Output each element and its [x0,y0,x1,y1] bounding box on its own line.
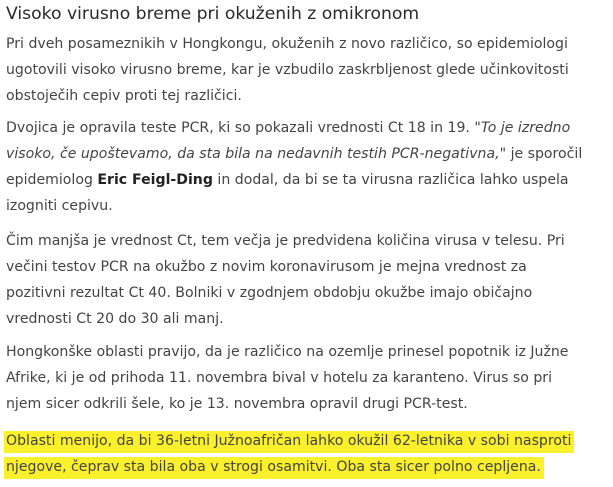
highlighted-line [6,428,574,454]
paragraph-pcr-tests [6,115,582,219]
paragraph-line: večini testov PCR na okužbo z novim koronavirusom je mejna vrednost za [6,259,527,275]
paragraph-text: Dvojica je opravila teste PCR, ki so pokazali vrednosti Ct 18 in 19. [6,120,475,136]
paragraph-line: Čim manjša je vrednost Ct, tem večja je predvidena količina virusa v telesu. Pri [6,233,565,249]
paragraph-line: Pri dveh posameznikih v Hongkongu, okuženih z novo različico, so epidemiologi [6,36,568,52]
paragraph-line: ugotovili visoko virusno breme, kar je vzbudilo zaskrbljenost glede učinkovitosti [6,62,569,78]
paragraph-line: Hongkonške oblasti pravijo, da je različico na ozemlje prinesel popotnik iz Južne [6,344,569,360]
paragraph-text: je sporočil [506,146,583,162]
paragraph-line: vrednosti Ct 20 do 30 ali manj. [6,311,224,327]
paragraph-line: pozitivni rezultat Ct 40. Bolniki v zgodnjem obdobju okužbe imajo običajno [6,285,533,301]
paragraph-line: izogniti cepivu. [6,198,113,214]
paragraph-text: in dodal, da bi se ta virusna različica lahko uspela [212,172,569,188]
article-headline: Visoko virusno breme pri okuženih z omikronom [6,4,420,24]
paragraph-intro [6,31,569,109]
highlighted-text: njegove, čeprav sta bila oba v strogi osamitvi. Oba sta sicer polno cepljena. [4,457,544,479]
highlighted-line [6,454,574,480]
paragraph-highlighted [6,428,574,480]
paragraph-line [6,115,582,141]
paragraph-line: obstoječih cepiv proti tej različici. [6,88,242,104]
paragraph-line: njem sicer odkrili šele, ko je 13. novembra opravil drugi PCR-test. [6,396,468,412]
highlighted-text: Oblasti menijo, da bi 36-letni Južnoafričan lahko okužil 62-letnika v sobi nasproti [4,431,574,453]
paragraph-text: epidemiolog [6,172,98,188]
paragraph-line [6,167,582,193]
paragraph-ct-values [6,228,565,332]
paragraph-line: Afrike, ki je od prihoda 11. novembra bival v hotelu za karanteno. Virus so pri [6,370,553,386]
paragraph-line [6,141,582,167]
quote-text: "To je izredno [474,120,571,136]
quote-text: visoko, če upoštevamo, da sta bila na nedavnih testih PCR-negativna," [6,146,507,162]
person-name: Eric Feigl-Ding [97,172,213,188]
paragraph-hongkong-authorities [6,339,568,417]
